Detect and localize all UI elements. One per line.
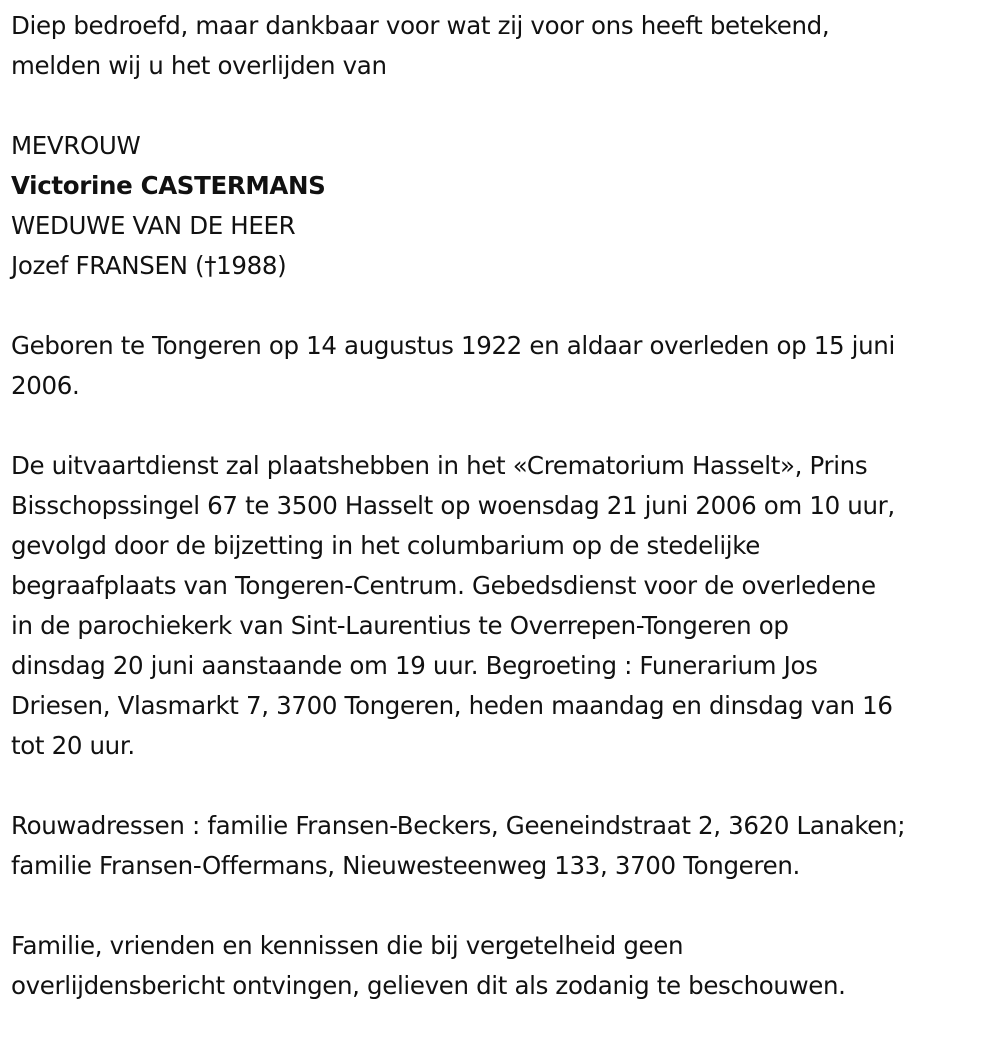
spacer: [11, 286, 996, 326]
birth-death-line-2: 2006.: [11, 371, 80, 400]
deceased-spouse: Jozef FRANSEN (†1988): [11, 251, 287, 280]
birth-death-line-1: Geboren te Tongeren op 14 augustus 1922 en aldaar overleden op 15 juni: [11, 331, 895, 360]
intro-line-1: Diep bedroefd, maar dankbaar voor wat zij voor ons heeft betekend,: [11, 11, 830, 40]
ceremony-line: gevolgd door de bijzetting in het columbarium op de stedelijke: [11, 531, 760, 560]
ceremony-line: Driesen, Vlasmarkt 7, 3700 Tongeren, heden maandag en dinsdag van 16: [11, 691, 893, 720]
ceremony-line: Bisschopssingel 67 te 3500 Hasselt op woensdag 21 juni 2006 om 10 uur,: [11, 491, 895, 520]
condolences-line-2: familie Fransen-Offermans, Nieuwesteenweg 133, 3700 Tongeren.: [11, 851, 800, 880]
deceased-block: [11, 126, 996, 286]
birth-death-paragraph: [11, 326, 996, 406]
intro-line-2: melden wij u het overlijden van: [11, 51, 387, 80]
closing-line-2: overlijdensbericht ontvingen, gelieven dit als zodanig te beschouwen.: [11, 971, 846, 1000]
spacer: [11, 886, 996, 926]
closing-line-1: Familie, vrienden en kennissen die bij vergetelheid geen: [11, 931, 684, 960]
ceremony-paragraph: [11, 446, 996, 766]
ceremony-line: in de parochiekerk van Sint-Laurentius te Overrepen-Tongeren op: [11, 611, 789, 640]
spacer: [11, 86, 996, 126]
intro-paragraph: [11, 6, 996, 86]
deceased-title: MEVROUW: [11, 131, 141, 160]
ceremony-line: begraafplaats van Tongeren-Centrum. Gebedsdienst voor de overledene: [11, 571, 876, 600]
condolences-paragraph: [11, 806, 996, 886]
spacer: [11, 406, 996, 446]
closing-paragraph: [11, 926, 996, 1006]
ceremony-line: tot 20 uur.: [11, 731, 135, 760]
condolences-line-1: Rouwadressen : familie Fransen-Beckers, Geeneindstraat 2, 3620 Lanaken;: [11, 811, 906, 840]
ceremony-line: De uitvaartdienst zal plaatshebben in het «Crematorium Hasselt», Prins: [11, 451, 868, 480]
ceremony-line: dinsdag 20 juni aanstaande om 19 uur. Begroeting : Funerarium Jos: [11, 651, 818, 680]
deceased-relation: WEDUWE VAN DE HEER: [11, 211, 296, 240]
spacer: [11, 766, 996, 806]
deceased-name: Victorine CASTERMANS: [11, 171, 326, 200]
death-notice: [11, 6, 996, 1006]
